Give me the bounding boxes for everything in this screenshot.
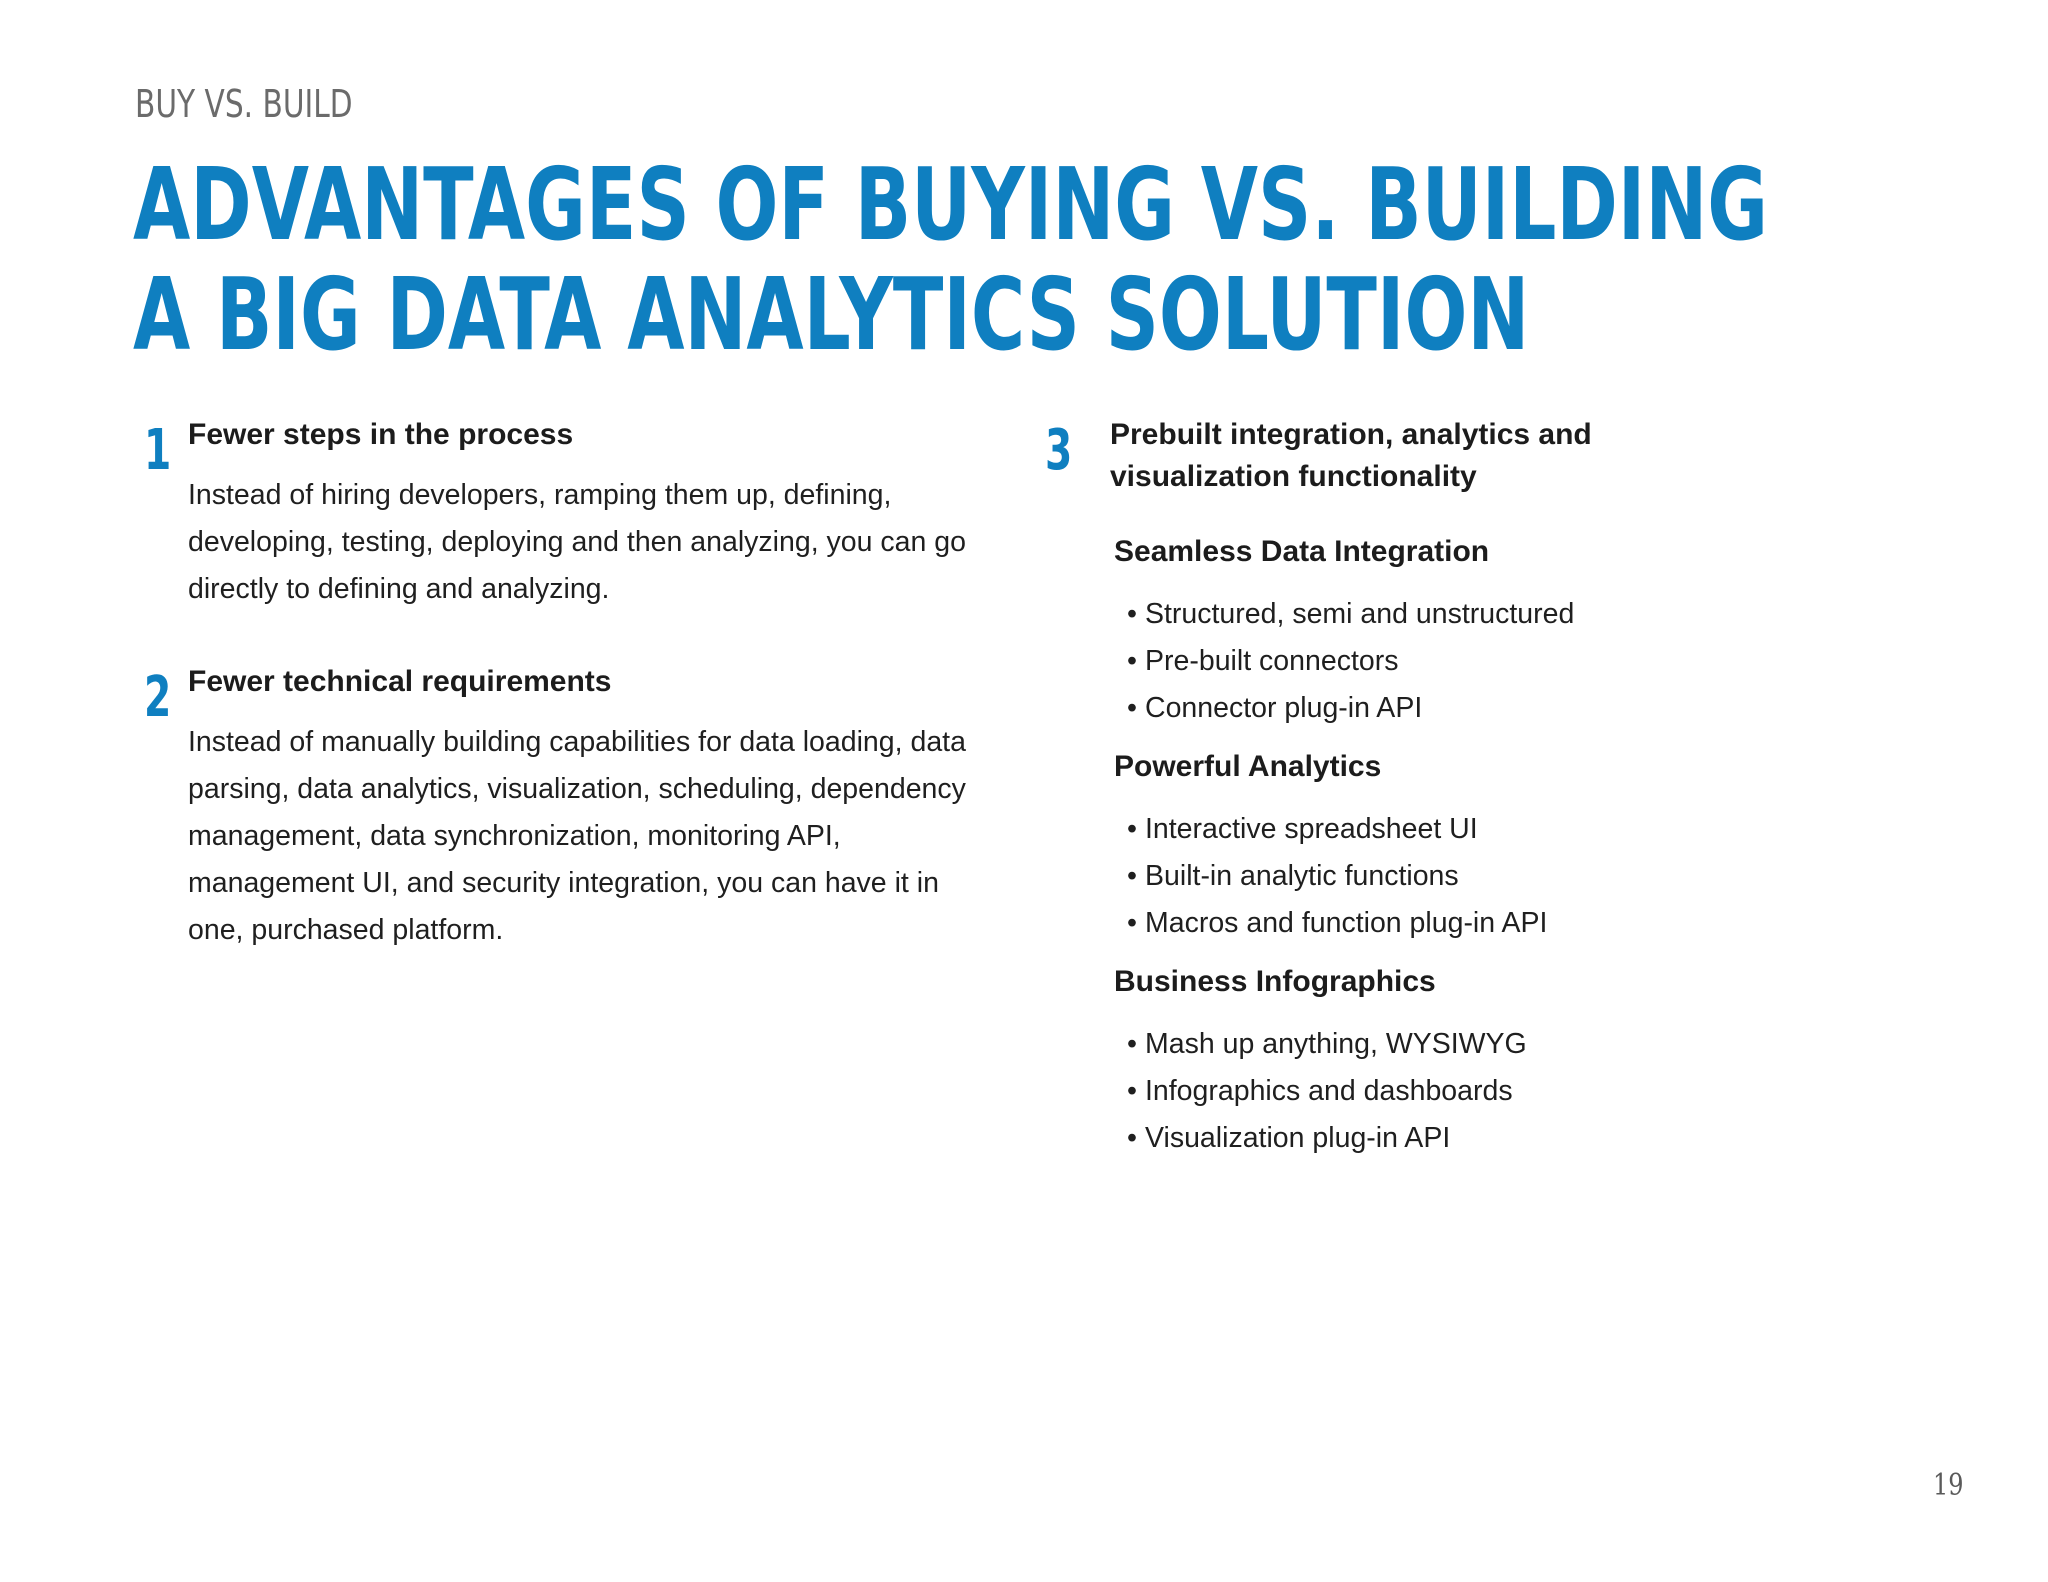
item-title-2: Fewer technical requirements xyxy=(188,665,612,698)
page-title-line-1: ADVANTAGES OF BUYING VS. BUILDING xyxy=(133,146,1769,263)
item-number-3: 3 xyxy=(1045,418,1073,483)
bullet-icon: • xyxy=(1127,1028,1137,1060)
item-title-3 xyxy=(1110,414,1592,498)
list-item xyxy=(1127,853,1574,900)
group-title: Powerful Analytics xyxy=(1114,750,1382,783)
feature-group-data-integration xyxy=(1114,531,1574,732)
bullet-icon: • xyxy=(1127,598,1137,630)
list-item-text: Mash up anything, WYSIWYG xyxy=(1145,1028,1527,1060)
list-item-text: Connector plug-in API xyxy=(1145,692,1423,724)
bullet-list xyxy=(1114,806,1574,947)
list-item-text: Visualization plug-in API xyxy=(1145,1122,1451,1154)
item-title-3-line-1: Prebuilt integration, analytics and xyxy=(1110,418,1592,451)
list-item xyxy=(1127,685,1574,732)
list-item xyxy=(1127,1068,1574,1115)
bullet-list xyxy=(1114,591,1574,732)
bullet-icon: • xyxy=(1127,645,1137,677)
feature-group-analytics xyxy=(1114,746,1574,947)
list-item xyxy=(1127,638,1574,685)
item-title-3-line-2: visualization functionality xyxy=(1110,460,1477,493)
list-item xyxy=(1127,1115,1574,1162)
bullet-list xyxy=(1114,1021,1574,1162)
feature-groups xyxy=(1114,531,1574,1176)
feature-group-infographics xyxy=(1114,961,1574,1162)
bullet-icon: • xyxy=(1127,860,1137,892)
list-item-text: Macros and function plug-in API xyxy=(1145,907,1548,939)
list-item-text: Interactive spreadsheet UI xyxy=(1145,813,1478,845)
bullet-icon: • xyxy=(1127,813,1137,845)
page-title-line-2: A BIG DATA ANALYTICS SOLUTION xyxy=(133,256,1530,373)
item-title-1: Fewer steps in the process xyxy=(188,418,574,451)
item-number-1: 1 xyxy=(144,418,172,483)
section-label: BUY VS. BUILD xyxy=(135,82,353,126)
bullet-icon: • xyxy=(1127,907,1137,939)
list-item-text: Pre-built connectors xyxy=(1145,645,1399,677)
item-body-2: Instead of manually building capabilities for data loading, data parsing, data analytics, visualization, scheduling, dependency management, data synchronization, monitoring API, management UI, and security integration, you can have it in one, purchased platform. xyxy=(188,726,966,946)
item-number-2: 2 xyxy=(144,665,172,730)
list-item xyxy=(1127,806,1574,853)
bullet-icon: • xyxy=(1127,1122,1137,1154)
list-item xyxy=(1127,591,1574,638)
page-title xyxy=(133,146,1769,373)
item-body-1: Instead of hiring developers, ramping them up, defining, developing, testing, deploying and then analyzing, you can go directly to defining and analyzing. xyxy=(188,479,966,605)
list-item xyxy=(1127,1021,1574,1068)
group-title: Business Infographics xyxy=(1114,965,1436,998)
list-item-text: Infographics and dashboards xyxy=(1145,1075,1513,1107)
page-number: 19 xyxy=(1933,1468,1964,1503)
list-item-text: Structured, semi and unstructured xyxy=(1145,598,1575,630)
bullet-icon: • xyxy=(1127,692,1137,724)
bullet-icon: • xyxy=(1127,1075,1137,1107)
group-title: Seamless Data Integration xyxy=(1114,535,1490,568)
list-item xyxy=(1127,900,1574,947)
list-item-text: Built-in analytic functions xyxy=(1145,860,1459,892)
